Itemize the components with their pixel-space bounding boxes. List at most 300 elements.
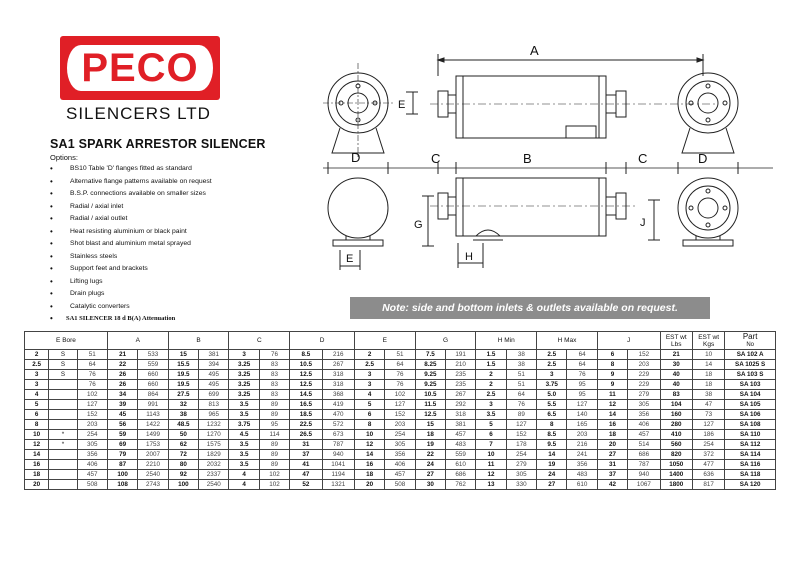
dim-label-d-left: D	[351, 150, 361, 165]
table-cell: 508	[385, 480, 415, 490]
table-cell: 12.5	[290, 370, 322, 380]
table-cell: 12	[25, 440, 49, 450]
table-cell: 83	[259, 390, 289, 400]
table-row	[25, 480, 776, 490]
table-cell: 10.5	[415, 390, 445, 400]
dimension-j	[640, 200, 660, 240]
table-row	[25, 470, 776, 480]
table-row	[25, 410, 776, 420]
table-cell: 508	[77, 480, 107, 490]
table-cell: 372	[692, 450, 724, 460]
table-cell: 3	[476, 400, 506, 410]
table-cell: 24	[537, 470, 567, 480]
table-cell: SA 118	[725, 470, 776, 480]
table-cell: 160	[660, 410, 692, 420]
table-cell: 1422	[138, 420, 168, 430]
dim-label-c-left: C	[431, 151, 441, 166]
table-cell: 2.5	[537, 350, 567, 360]
col-header-ebore: E Bore	[25, 332, 108, 350]
table-cell: 140	[567, 410, 597, 420]
table-cell: 15	[415, 420, 445, 430]
table-cell: 40	[660, 370, 692, 380]
dim-label-h: H	[465, 251, 473, 263]
table-row	[25, 450, 776, 460]
table-cell: 15	[168, 350, 198, 360]
table-cell: 660	[138, 370, 168, 380]
table-cell: 318	[446, 410, 476, 420]
table-cell: 940	[628, 470, 660, 480]
table-cell: 533	[138, 350, 168, 360]
table-cell: 152	[77, 410, 107, 420]
table-cell: 37	[597, 470, 627, 480]
table-cell: 37	[290, 450, 322, 460]
table-cell: 203	[385, 420, 415, 430]
table-cell: 26	[107, 380, 137, 390]
table-cell: 5	[25, 400, 49, 410]
table-cell: 12.5	[415, 410, 445, 420]
table-cell: 27	[597, 450, 627, 460]
table-cell: S	[49, 370, 77, 380]
table-cell: 64	[567, 360, 597, 370]
table-cell: 83	[259, 360, 289, 370]
table-cell: 1321	[322, 480, 354, 490]
col-header-lbs	[660, 332, 692, 350]
table-cell	[49, 410, 77, 420]
table-cell	[49, 380, 77, 390]
table-cell: 62	[168, 440, 198, 450]
table-cell: 2	[476, 370, 506, 380]
table-cell: 114	[259, 430, 289, 440]
table-cell: 2007	[138, 450, 168, 460]
table-cell: 45	[107, 410, 137, 420]
table-cell: 38	[168, 410, 198, 420]
table-cell: 87	[107, 460, 137, 470]
table-cell: 127	[692, 420, 724, 430]
col-header-c: C	[229, 332, 290, 350]
table-cell: 514	[628, 440, 660, 450]
table-cell: 636	[692, 470, 724, 480]
table-cell: 51	[506, 370, 536, 380]
table-cell: 19	[415, 440, 445, 450]
company-subtitle: SILENCERS LTD	[66, 104, 211, 123]
table-cell: 76	[77, 380, 107, 390]
lbs-line-2: Lbs	[670, 340, 682, 348]
table-cell: 356	[628, 410, 660, 420]
table-cell: 20	[25, 480, 49, 490]
table-cell: 241	[567, 450, 597, 460]
table-cell: 9.5	[537, 440, 567, 450]
dimension-e-bottom	[340, 250, 360, 270]
part-line-2: No	[746, 341, 754, 348]
table-row	[25, 430, 776, 440]
table-cell: 3.25	[229, 380, 259, 390]
table-cell: 330	[506, 480, 536, 490]
table-cell: 39	[107, 400, 137, 410]
table-cell: S	[49, 350, 77, 360]
table-cell: 495	[199, 380, 229, 390]
table-cell: 381	[199, 350, 229, 360]
table-cell: 292	[446, 400, 476, 410]
table-cell: 305	[506, 470, 536, 480]
table-cell: 1067	[628, 480, 660, 490]
table-cell: 2540	[138, 470, 168, 480]
table-cell: 254	[692, 440, 724, 450]
table-cell: 6	[597, 350, 627, 360]
table-cell: 457	[385, 470, 415, 480]
table-cell: 47	[692, 400, 724, 410]
table-cell: 95	[567, 390, 597, 400]
table-cell: 92	[168, 470, 198, 480]
col-header-hmin: H Min	[476, 332, 537, 350]
table-cell: 76	[385, 380, 415, 390]
table-cell: 51	[385, 350, 415, 360]
table-cell: 229	[628, 380, 660, 390]
table-cell: 356	[385, 450, 415, 460]
table-cell: 165	[567, 420, 597, 430]
col-header-d: D	[290, 332, 355, 350]
options-list	[50, 163, 212, 326]
table-cell: 394	[199, 360, 229, 370]
table-cell: 34	[107, 390, 137, 400]
table-cell: 20	[354, 480, 384, 490]
table-cell: 216	[567, 440, 597, 450]
table-cell: 235	[446, 380, 476, 390]
table-cell: 3	[537, 370, 567, 380]
table-cell: 762	[446, 480, 476, 490]
table-cell: 47	[290, 470, 322, 480]
table-cell: SA 1025 S	[725, 360, 776, 370]
option-item: • Support feet and brackets	[50, 263, 212, 276]
table-cell: 3.75	[537, 380, 567, 390]
table-cell: 127	[567, 400, 597, 410]
table-cell: 89	[259, 440, 289, 450]
table-cell: SA 114	[725, 450, 776, 460]
table-cell: 100	[168, 480, 198, 490]
table-row	[25, 350, 776, 360]
table-cell: 787	[628, 460, 660, 470]
table-cell: 2210	[138, 460, 168, 470]
table-cell: 18.5	[290, 410, 322, 420]
table-cell: SA 104	[725, 390, 776, 400]
table-cell: 3.5	[229, 460, 259, 470]
table-cell: 52	[290, 480, 322, 490]
table-cell: 26	[107, 370, 137, 380]
table-cell: 381	[446, 420, 476, 430]
table-cell: 483	[446, 440, 476, 450]
table-cell: 14	[597, 410, 627, 420]
table-cell: SA 106	[725, 410, 776, 420]
table-cell: 1194	[322, 470, 354, 480]
table-cell: 3.5	[229, 400, 259, 410]
option-item: • Drain plugs	[50, 288, 212, 301]
table-cell: 559	[446, 450, 476, 460]
peco-logo	[60, 36, 220, 100]
silencer-body-side	[430, 178, 638, 240]
table-cell: 1041	[322, 460, 354, 470]
table-cell: 104	[660, 400, 692, 410]
table-cell: 495	[199, 370, 229, 380]
table-cell: 38	[506, 350, 536, 360]
table-cell: 991	[138, 400, 168, 410]
table-cell: 14.5	[290, 390, 322, 400]
table-cell	[49, 470, 77, 480]
table-cell: 89	[506, 410, 536, 420]
table-cell: 7	[476, 440, 506, 450]
table-cell: 280	[660, 420, 692, 430]
spec-table-body	[25, 350, 776, 490]
table-cell: 4.5	[229, 430, 259, 440]
part-line-1: Part	[742, 331, 758, 341]
table-cell: 8	[597, 360, 627, 370]
table-cell: 470	[322, 410, 354, 420]
col-header-j: J	[597, 332, 660, 350]
spec-table	[24, 331, 776, 490]
note-banner: Note: side and bottom inlets & outlets available on request.	[350, 297, 710, 319]
table-cell: 83	[259, 370, 289, 380]
table-cell: 83	[660, 390, 692, 400]
table-cell: 30	[660, 360, 692, 370]
end-view-right-top	[678, 73, 738, 153]
table-cell: 560	[660, 440, 692, 450]
table-cell: 610	[567, 480, 597, 490]
table-cell: 3	[354, 380, 384, 390]
table-cell: 16	[597, 420, 627, 430]
dimension-e-top	[398, 92, 418, 114]
option-item: • BS10 Table 'D' flanges fitted as standard	[50, 163, 212, 176]
table-cell: 14	[25, 450, 49, 460]
col-header-hmax: H Max	[537, 332, 598, 350]
options-label: Options:	[50, 153, 78, 162]
table-cell: 305	[628, 400, 660, 410]
table-cell: 50	[168, 430, 198, 440]
table-cell: 89	[259, 460, 289, 470]
table-cell: 1499	[138, 430, 168, 440]
table-cell: 16	[354, 460, 384, 470]
table-cell: 1829	[199, 450, 229, 460]
table-cell: 8.5	[290, 350, 322, 360]
table-cell: 2.5	[537, 360, 567, 370]
table-cell: 8	[354, 420, 384, 430]
table-cell: 4	[229, 480, 259, 490]
table-cell: 127	[77, 400, 107, 410]
table-cell: 76	[385, 370, 415, 380]
table-cell: 203	[567, 430, 597, 440]
table-cell: 3.5	[476, 410, 506, 420]
table-row	[25, 440, 776, 450]
table-cell: 64	[385, 360, 415, 370]
table-cell: 19.5	[168, 370, 198, 380]
table-cell: 406	[628, 420, 660, 430]
table-cell: 18	[25, 470, 49, 480]
table-cell: 21	[660, 350, 692, 360]
table-cell: 3.5	[229, 450, 259, 460]
kgs-line-1: EST wt	[698, 333, 720, 341]
table-cell: 356	[77, 450, 107, 460]
table-cell: 152	[628, 350, 660, 360]
table-cell: 660	[138, 380, 168, 390]
table-cell: 2	[25, 350, 49, 360]
table-cell: 89	[259, 410, 289, 420]
table-cell	[49, 420, 77, 430]
table-cell: 14	[692, 360, 724, 370]
option-item: • Heat resisting aluminium or black paint	[50, 226, 212, 239]
table-row	[25, 400, 776, 410]
table-cell: 368	[322, 390, 354, 400]
table-cell: 38	[506, 360, 536, 370]
table-cell: 6	[25, 410, 49, 420]
table-cell: 4	[229, 470, 259, 480]
table-cell: 89	[259, 400, 289, 410]
table-cell: 5	[476, 420, 506, 430]
table-cell: 18	[415, 430, 445, 440]
silencer-body-top	[430, 76, 718, 138]
logo-text: PECO	[81, 46, 199, 90]
table-cell: 2540	[199, 480, 229, 490]
table-cell: 9.25	[415, 380, 445, 390]
table-cell: 51	[506, 380, 536, 390]
table-cell: 8	[25, 420, 49, 430]
table-cell: 9	[597, 380, 627, 390]
dimension-a	[438, 43, 703, 76]
table-cell: 31	[597, 460, 627, 470]
dimension-h	[458, 243, 483, 268]
table-cell: 8.25	[415, 360, 445, 370]
table-cell: 2743	[138, 480, 168, 490]
option-item: • Shot blast and aluminium metal sprayed	[50, 238, 212, 251]
table-cell: 76	[259, 350, 289, 360]
table-cell: 14	[537, 450, 567, 460]
table-cell: 12	[476, 470, 506, 480]
table-cell: 4	[25, 390, 49, 400]
table-cell: 229	[628, 370, 660, 380]
table-cell: 30	[415, 480, 445, 490]
table-cell: 42	[597, 480, 627, 490]
table-cell: 787	[322, 440, 354, 450]
table-cell: 1270	[199, 430, 229, 440]
option-item: • Alternative flange patterns available on request	[50, 176, 212, 189]
table-cell: 559	[138, 360, 168, 370]
table-cell: 820	[660, 450, 692, 460]
table-cell: 79	[107, 450, 137, 460]
table-cell: 9.25	[415, 370, 445, 380]
table-cell: 10.5	[290, 360, 322, 370]
table-cell: 7.5	[415, 350, 445, 360]
end-view-left-bottom	[328, 178, 388, 246]
table-cell: 610	[446, 460, 476, 470]
table-cell: 19.5	[168, 380, 198, 390]
table-cell: 419	[322, 400, 354, 410]
table-cell: 152	[385, 410, 415, 420]
table-cell: 279	[506, 460, 536, 470]
option-item: • B.S.P. connections available on smaller sizes	[50, 188, 212, 201]
table-cell: 1753	[138, 440, 168, 450]
table-cell: 18	[692, 370, 724, 380]
table-cell: 186	[692, 430, 724, 440]
table-cell: 26.5	[290, 430, 322, 440]
table-cell: SA 103 S	[725, 370, 776, 380]
table-cell: 6.5	[537, 410, 567, 420]
table-cell: S	[49, 360, 77, 370]
table-cell: SA 102 A	[725, 350, 776, 360]
table-cell: 102	[259, 480, 289, 490]
table-cell: *	[49, 430, 77, 440]
col-header-b: B	[168, 332, 229, 350]
table-cell: 76	[77, 370, 107, 380]
table-cell: 83	[259, 380, 289, 390]
table-cell: 1575	[199, 440, 229, 450]
table-row	[25, 460, 776, 470]
table-cell: 254	[506, 450, 536, 460]
table-cell: SA 116	[725, 460, 776, 470]
kgs-line-2: Kgs	[703, 340, 715, 348]
table-cell: 305	[385, 440, 415, 450]
table-cell: 73	[692, 410, 724, 420]
dimension-g	[414, 196, 434, 246]
table-cell: 69	[107, 440, 137, 450]
table-cell: 102	[77, 390, 107, 400]
table-cell: 1143	[138, 410, 168, 420]
table-cell: 3.25	[229, 360, 259, 370]
table-cell: 1800	[660, 480, 692, 490]
dim-label-b: B	[523, 151, 532, 166]
table-cell: *	[49, 440, 77, 450]
table-cell: 27	[537, 480, 567, 490]
table-cell: 32	[168, 400, 198, 410]
table-cell: 3.5	[229, 410, 259, 420]
table-cell: SA 112	[725, 440, 776, 450]
table-cell: 2	[476, 380, 506, 390]
table-cell: 477	[692, 460, 724, 470]
table-cell: SA 110	[725, 430, 776, 440]
table-cell: 14	[354, 450, 384, 460]
table-cell: 127	[506, 420, 536, 430]
table-cell: SA 108	[725, 420, 776, 430]
table-row	[25, 390, 776, 400]
table-cell: 235	[446, 370, 476, 380]
table-cell: 48.5	[168, 420, 198, 430]
table-cell: 267	[446, 390, 476, 400]
table-cell: 254	[385, 430, 415, 440]
table-cell	[49, 390, 77, 400]
table-cell: 8	[537, 420, 567, 430]
table-cell: 27.5	[168, 390, 198, 400]
end-view-left-top	[323, 63, 393, 158]
table-cell: 699	[199, 390, 229, 400]
dim-label-e-bottom: E	[346, 253, 354, 265]
table-cell: 3	[229, 350, 259, 360]
table-cell: SA 120	[725, 480, 776, 490]
table-cell: 5	[354, 400, 384, 410]
table-cell: 21	[107, 350, 137, 360]
table-cell: 5.5	[537, 400, 567, 410]
table-row	[25, 360, 776, 370]
table-cell: 686	[446, 470, 476, 480]
table-cell: 95	[259, 420, 289, 430]
table-cell: 102	[385, 390, 415, 400]
table-cell: 3	[25, 370, 49, 380]
table-cell: 16	[25, 460, 49, 470]
table-cell: 813	[199, 400, 229, 410]
table-cell: 457	[77, 470, 107, 480]
table-cell: 10	[476, 450, 506, 460]
table-cell: 38	[692, 390, 724, 400]
table-cell: 483	[567, 470, 597, 480]
table-cell: 10	[25, 430, 49, 440]
table-cell: 27	[415, 470, 445, 480]
table-cell: 572	[322, 420, 354, 430]
table-cell: 64	[567, 350, 597, 360]
dim-label-a: A	[530, 43, 539, 58]
